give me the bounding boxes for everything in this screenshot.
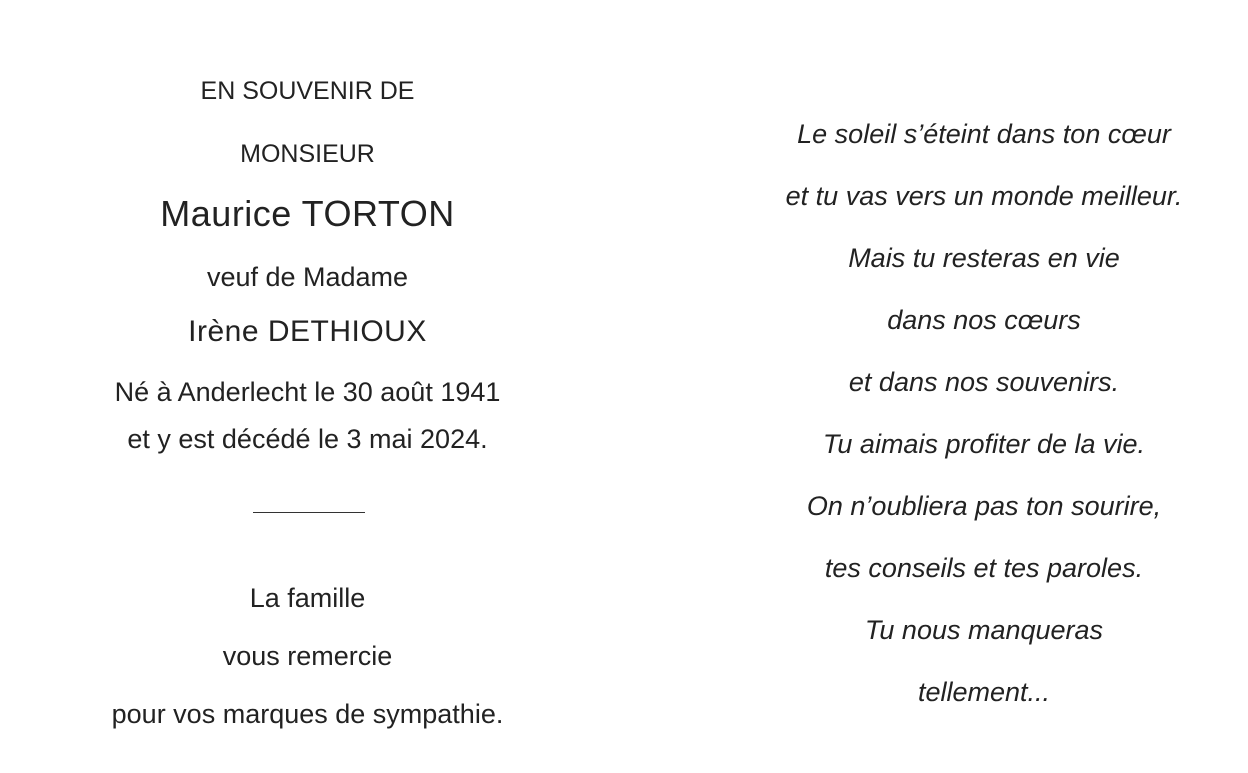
- honorific-title: MONSIEUR: [240, 140, 375, 168]
- thanks-line: vous remercie: [222, 641, 393, 671]
- thanks-line: pour vos marques de sympathie.: [111, 699, 504, 729]
- poem-line: Mais tu resteras en vie: [848, 243, 1120, 273]
- memorial-poem: [720, 0, 1248, 773]
- widower-of-label: veuf de Madame: [206, 262, 409, 292]
- poem-line: et tu vas vers un monde meilleur.: [785, 181, 1183, 211]
- deceased-name: Maurice TORTON: [160, 193, 455, 234]
- poem-line: dans nos cœurs: [887, 305, 1081, 335]
- poem-line: On n’oubliera pas ton sourire,: [806, 491, 1162, 521]
- poem-line: tellement...: [917, 677, 1051, 707]
- spouse-name: Irène DETHIOUX: [188, 315, 427, 348]
- poem-line: et dans nos souvenirs.: [848, 367, 1120, 397]
- thanks-line: La famille: [249, 583, 366, 613]
- memorial-details: [0, 0, 615, 773]
- birth-info: Né à Anderlecht le 30 août 1941: [114, 377, 501, 407]
- poem-line: Le soleil s’éteint dans ton cœur: [797, 119, 1171, 149]
- poem-line: tes conseils et tes paroles.: [824, 553, 1144, 583]
- poem-line: Tu nous manqueras: [864, 615, 1104, 645]
- memorial-header: EN SOUVENIR DE: [200, 77, 415, 105]
- poem-line: Tu aimais profiter de la vie.: [822, 429, 1146, 459]
- section-divider: [253, 512, 365, 513]
- death-info: et y est décédé le 3 mai 2024.: [127, 424, 488, 454]
